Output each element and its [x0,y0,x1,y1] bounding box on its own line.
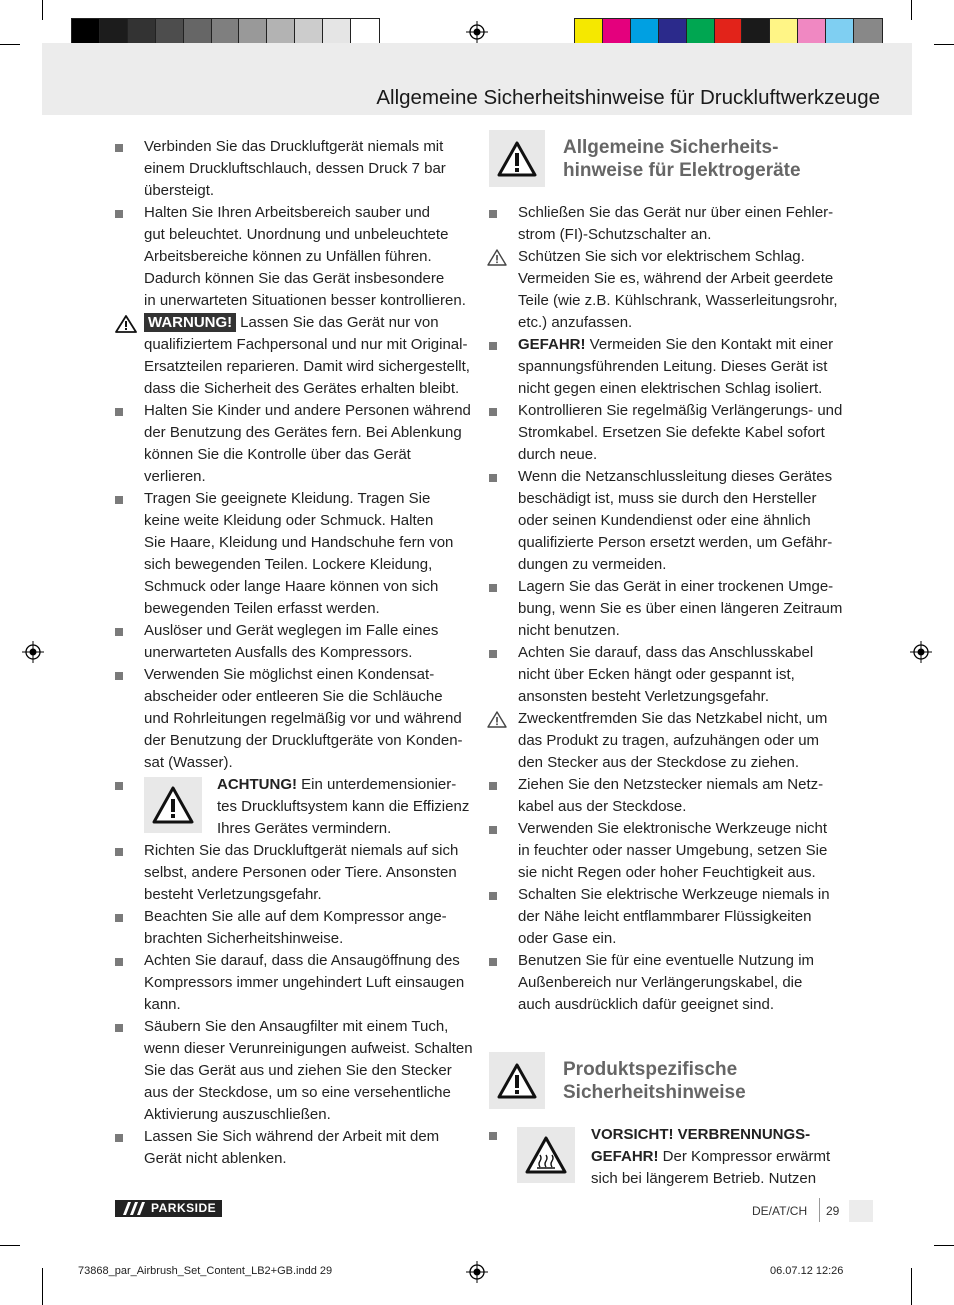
color-swatch [184,19,212,45]
warning-triangle-icon [115,315,137,333]
color-swatch [128,19,156,45]
warning-triangle-icon [487,249,507,266]
bullet [115,1024,123,1032]
warning-triangle-icon [144,777,202,833]
bullet [115,408,123,416]
burn-warning-item: VORSICHT! VERBRENNUNGS- GEFAHR! Der Kompressor erwärmt sich bei längerem Betrieb. Nutzen [489,1124,849,1190]
brand-logo: PARKSIDE [115,1200,222,1217]
color-swatch [351,19,379,45]
section-heading-product [489,1052,746,1109]
color-swatch [156,19,184,45]
list-item: Halten Sie Ihren Arbeitsbereich sauber und gut beleuchtet. Unordnung und unbeleuchtete Arbeitsbereiche können zu Unfällen führen. Dadurch können Sie das Gerät insbesondere in unerwarteten Situationen besser kontrollieren. [115,202,475,312]
color-swatch [575,19,603,45]
bullet [115,914,123,922]
slug-filename: 73868_par_Airbrush_Set_Content_LB2+GB.indd 29 [78,1265,333,1277]
bullet [115,1134,123,1142]
bullet [115,210,123,218]
list-item: Schalten Sie elektrische Werkzeuge niemals in der Nähe leicht entflammbarer Flüssigkeiten oder Gase ein. [489,884,849,950]
bullet [489,408,497,416]
crop-mark [934,44,954,45]
color-swatch [631,19,659,45]
list-item: Schützen Sie sich vor elektrischem Schlag. Vermeiden Sie es, während der Arbeit geerdete Teile (wie z.B. Kühlschrank, Wasserleitungsrohr, etc.) anzufassen. [489,246,849,334]
color-swatch [603,19,631,45]
color-swatch [659,19,687,45]
crop-mark [0,44,20,45]
bullet [489,584,497,592]
bullet [115,958,123,966]
bullet [489,826,497,834]
color-swatch [239,19,267,45]
left-column [115,136,475,1170]
bullet [489,650,497,658]
color-bar [574,18,883,46]
crop-mark [42,1268,43,1305]
brand-stripes-icon [119,1202,147,1215]
registration-mark-icon [22,641,44,663]
locale-label: DE/AT/CH [752,1204,808,1218]
list-item: Zweckentfremden Sie das Netzkabel nicht, um das Produkt zu tragen, aufzuhängen oder um den Stecker aus der Steckdose zu ziehen. [489,708,849,774]
bullet [115,628,123,636]
list-item: Verbinden Sie das Druckluftgerät niemals mit einem Druckluftschlauch, dessen Druck 7 bar übersteigt. [115,136,475,202]
list-item: Verwenden Sie elektronische Werkzeuge nicht in feuchter oder nasser Umgebung, setzen Sie sie nicht Regen oder hoher Feuchtigkeit aus. [489,818,849,884]
color-swatch [798,19,826,45]
bullet [115,848,123,856]
color-swatch [323,19,351,45]
list-item: Ziehen Sie den Netzstecker niemals am Netz- kabel aus der Steckdose. [489,774,849,818]
color-swatch [826,19,854,45]
list-item: Tragen Sie geeignete Kleidung. Tragen Sie keine weite Kleidung oder Schmuck. Halten Sie Haare, Kleidung und Handschuhe fern von sich bewegenden Teilen. Lockere Kleidung, Schmuck oder lange Haare können von sich bewegenden Teilen erfasst werden. [115,488,475,620]
page-tab [849,1200,873,1222]
bullet [489,342,497,350]
list-item: Auslöser und Gerät weglegen im Falle eines unerwarteten Ausfalls des Kompressors. [115,620,475,664]
registration-mark-icon [466,21,488,43]
list-item: ACHTUNG! Ein unterdemensionier- tes Druckluftsystem kann die Effizienz Ihres Gerätes vermindern. [115,774,475,840]
crop-mark [911,0,912,20]
list-item: WARNUNG! Lassen Sie das Gerät nur von qualifiziertem Fachpersonal und nur mit Original- Ersatzteilen reparieren. Damit wird sichergestellt, dass die Sicherheit des Gerätes erhalten bleibt. [115,312,475,400]
bullet [115,496,123,504]
list-item: Kontrollieren Sie regelmäßig Verlängerungs- und Stromkabel. Ersetzen Sie defekte Kabel sofort durch neue. [489,400,849,466]
list-item: Säubern Sie den Ansaugfilter mit einem Tuch, wenn dieser Verunreinigungen aufweist. Schalten Sie das Gerät aus und ziehen Sie den Stecker aus der Steckdose, um so eine versehentliche Aktivierung auszuschließen. [115,1016,475,1126]
section-title: Produktspezifische Sicherheitshinweise [563,1058,746,1103]
crop-mark [0,1245,20,1246]
warning-triangle-icon [489,130,545,187]
color-swatch [72,19,100,45]
bullet [489,958,497,966]
crop-mark [42,0,43,20]
color-swatch [770,19,798,45]
grayscale-bar [71,18,380,46]
color-swatch [267,19,295,45]
bullet [115,782,123,790]
registration-mark-icon [466,1261,488,1283]
color-swatch [212,19,240,45]
hot-surface-icon [517,1127,575,1183]
list-item: Richten Sie das Druckluftgerät niemals auf sich selbst, andere Personen oder Tiere. Ansonsten besteht Verletzungsgefahr. [115,840,475,906]
bullet [489,892,497,900]
list-item: Achten Sie darauf, dass die Ansaugöffnung des Kompressors immer ungehindert Luft einsaugen kann. [115,950,475,1016]
color-swatch [854,19,882,45]
bullet [489,210,497,218]
bullet [115,672,123,680]
list-item: Benutzen Sie für eine eventuelle Nutzung im Außenbereich nur Verlängerungskabel, die auch ausdrücklich dafür geeignet sind. [489,950,849,1016]
color-swatch [687,19,715,45]
page-number: 29 [826,1204,840,1218]
bullet [489,474,497,482]
list-item: Lassen Sie Sich während der Arbeit mit dem Gerät nicht ablenken. [115,1126,475,1170]
section-heading-electrical [489,130,801,187]
color-swatch [295,19,323,45]
right-column [489,202,849,1016]
list-item: Lagern Sie das Gerät in einer trockenen Umge- bung, wenn Sie es über einen längeren Zeitraum nicht benutzen. [489,576,849,642]
color-swatch [100,19,128,45]
registration-mark-icon [910,641,932,663]
crop-mark [934,1245,954,1246]
page-title: Allgemeine Sicherheitshinweise für Druckluftwerkzeuge [376,86,880,109]
list-item: Schließen Sie das Gerät nur über einen Fehler- strom (FI)-Schutzschalter an. [489,202,849,246]
divider [819,1198,820,1222]
color-swatch [715,19,743,45]
crop-mark [911,1268,912,1305]
warning-badge: WARNUNG! [144,313,236,332]
bullet [115,144,123,152]
bullet [489,1132,497,1140]
section-title: Allgemeine Sicherheits- hinweise für Elektrogeräte [563,136,801,181]
list-item: Verwenden Sie möglichst einen Kondensat- abscheider oder entleeren Sie die Schläuche und Rohrleitungen regelmäßig vor und während der Benutzung der Druckluftgeräte von Konden- sat (Wasser). [115,664,475,774]
slug-date: 06.07.12 12:26 [770,1265,844,1277]
list-item: Achten Sie darauf, dass das Anschlusskabel nicht über Ecken hängt oder gespannt ist, ansonsten besteht Verletzungsgefahr. [489,642,849,708]
list-item: Beachten Sie alle auf dem Kompressor ange- brachten Sicherheitshinweise. [115,906,475,950]
color-swatch [742,19,770,45]
list-item: Halten Sie Kinder und andere Personen während der Benutzung des Gerätes fern. Bei Ablenkung können Sie die Kontrolle über das Gerät verlieren. [115,400,475,488]
list-item: Wenn die Netzanschlussleitung dieses Gerätes beschädigt ist, muss sie durch den Hersteller oder seinen Kundendienst oder eine ähnlich qualifizierte Person ersetzt werden, um Gefähr- dungen zu vermeiden. [489,466,849,576]
warning-triangle-icon [489,1052,545,1109]
bullet [489,782,497,790]
warning-triangle-icon [487,711,507,728]
list-item: GEFAHR! Vermeiden Sie den Kontakt mit einer spannungsführenden Leitung. Dieses Gerät ist nicht gegen einen elektrischen Schlag isoliert. [489,334,849,400]
